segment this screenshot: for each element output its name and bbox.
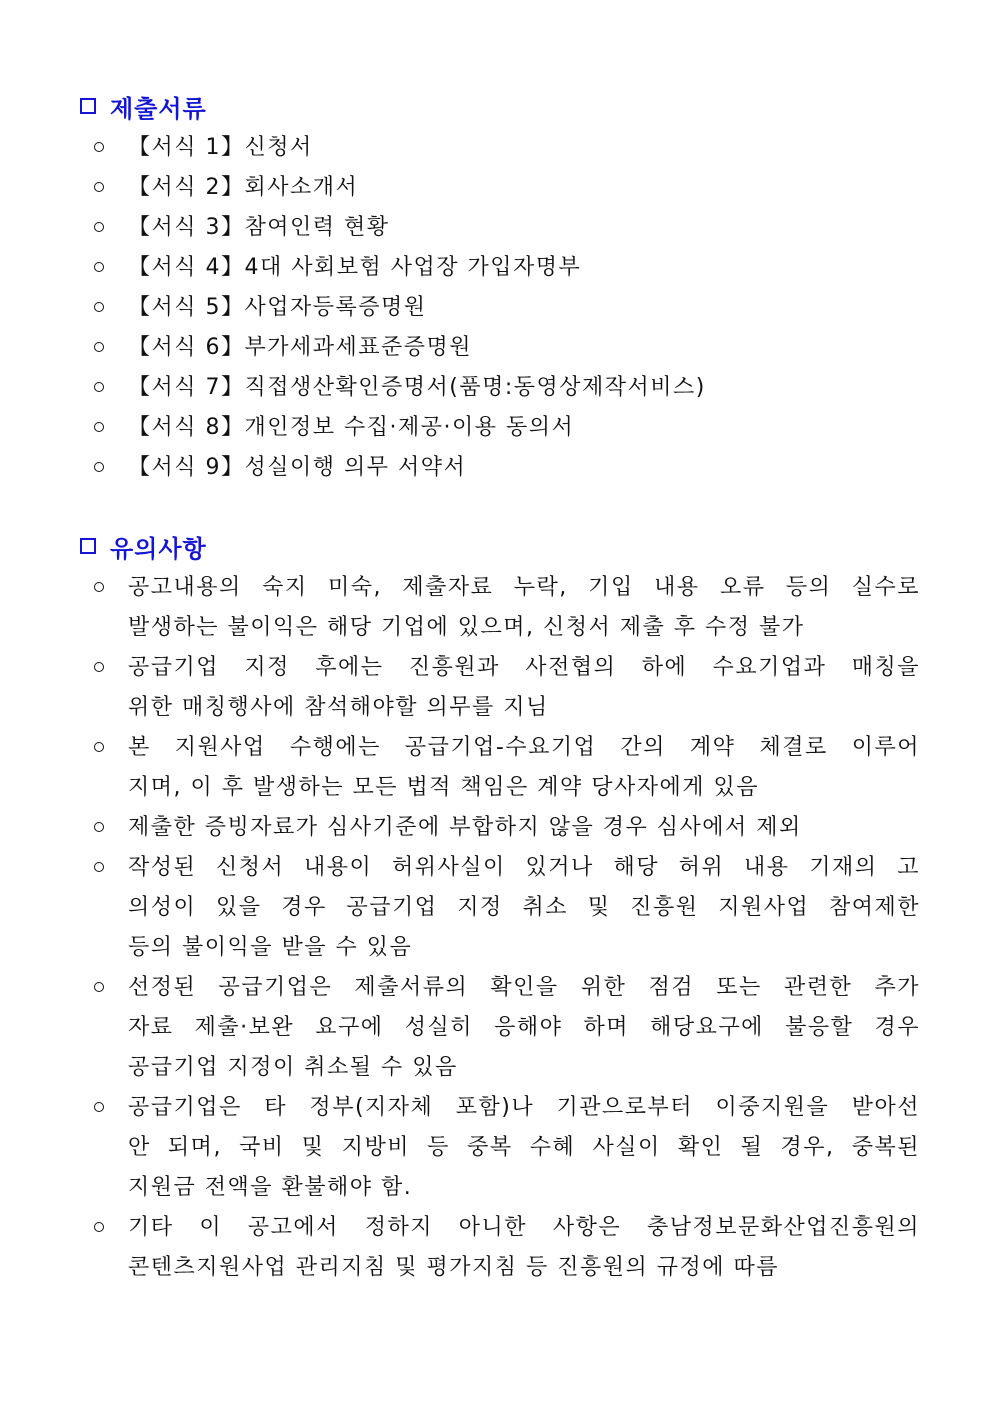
square-bullet-icon (80, 538, 96, 554)
circle-bullet-icon (94, 182, 104, 192)
list-item-text: 【서식 7】직접생산확인증명서(품명:동영상제작서비스) (128, 375, 706, 400)
list-item (80, 1088, 920, 1208)
list-item (80, 328, 920, 368)
list-item-text: 【서식 5】사업자등록증명원 (128, 295, 427, 320)
list-item-text-line: 지며, 이 후 발생하는 모든 법적 책임은 계약 당사자에게 있음 (128, 775, 759, 800)
list-item-text-line: 선정된 공급기업은 제출서류의 확인을 위한 점검 또는 관련한 추가 (128, 975, 920, 1000)
list-item (80, 1208, 920, 1288)
circle-bullet-icon (94, 422, 104, 432)
list-item (80, 848, 920, 968)
list-item (80, 248, 920, 288)
circle-bullet-icon (94, 382, 104, 392)
square-bullet-icon (80, 98, 96, 114)
list-item-text-line: 제출한 증빙자료가 심사기준에 부합하지 않을 경우 심사에서 제외 (128, 815, 802, 840)
list-item (80, 288, 920, 328)
list-item (80, 808, 920, 848)
list-item-text-line: 의성이 있을 경우 공급기업 지정 취소 및 진흥원 지원사업 참여제한 (128, 895, 920, 920)
list-item-text: 【서식 9】성실이행 의무 서약서 (128, 455, 467, 480)
list-item-text-line: 지원금 전액을 환불해야 함. (128, 1175, 413, 1200)
circle-bullet-icon (94, 662, 104, 672)
list-item-text-line: 위한 매칭행사에 참석해야할 의무를 지님 (128, 695, 549, 720)
list-item (80, 168, 920, 208)
circle-bullet-icon (94, 342, 104, 352)
circle-bullet-icon (94, 862, 104, 872)
list-item-text-line: 공급기업 지정 후에는 진흥원과 사전협의 하에 수요기업과 매칭을 (128, 655, 920, 680)
circle-bullet-icon (94, 582, 104, 592)
notes-section (80, 528, 920, 1288)
section-heading-text: 제출서류 (110, 94, 207, 123)
list-item (80, 408, 920, 448)
list-item-text: 【서식 8】개인정보 수집·제공·이용 동의서 (128, 415, 575, 440)
circle-bullet-icon (94, 1102, 104, 1112)
circle-bullet-icon (94, 982, 104, 992)
notes-list (80, 568, 920, 1288)
list-item-text-line: 공급기업 지정이 취소될 수 있음 (128, 1055, 458, 1080)
list-item-text-line: 발생하는 불이익은 해당 기업에 있으며, 신청서 제출 후 수정 불가 (128, 615, 805, 640)
circle-bullet-icon (94, 742, 104, 752)
list-item (80, 968, 920, 1088)
list-item (80, 368, 920, 408)
submission-documents-section (80, 88, 920, 488)
circle-bullet-icon (94, 822, 104, 832)
list-item-text-line: 기타 이 공고에서 정하지 아니한 사항은 충남정보문화산업진흥원의 (128, 1215, 920, 1240)
list-item-text: 【서식 3】참여인력 현황 (128, 215, 390, 240)
circle-bullet-icon (94, 302, 104, 312)
list-item-text-line: 콘텐츠지원사업 관리지침 및 평가지침 등 진흥원의 규정에 따름 (128, 1255, 780, 1280)
circle-bullet-icon (94, 462, 104, 472)
list-item-text-line: 작성된 신청서 내용이 허위사실이 있거나 해당 허위 내용 기재의 고 (128, 855, 920, 880)
circle-bullet-icon (94, 142, 104, 152)
list-item (80, 208, 920, 248)
circle-bullet-icon (94, 222, 104, 232)
list-item-text-line: 공고내용의 숙지 미숙, 제출자료 누락, 기입 내용 오류 등의 실수로 (128, 575, 920, 600)
list-item-text: 【서식 6】부가세과세표준증명원 (128, 335, 473, 360)
section-heading-text: 유의사항 (110, 534, 207, 563)
list-item-text-line: 본 지원사업 수행에는 공급기업-수요기업 간의 계약 체결로 이루어 (128, 735, 920, 760)
list-item-text-line: 자료 제출·보완 요구에 성실히 응해야 하며 해당요구에 불응할 경우 (128, 1015, 920, 1040)
list-item-text-line: 등의 불이익을 받을 수 있음 (128, 935, 413, 960)
section-heading-notes (80, 528, 920, 564)
circle-bullet-icon (94, 1222, 104, 1232)
list-item (80, 448, 920, 488)
section-heading-submission (80, 88, 920, 124)
list-item (80, 568, 920, 648)
list-item (80, 128, 920, 168)
list-item (80, 728, 920, 808)
list-item-text: 【서식 4】4대 사회보험 사업장 가입자명부 (128, 255, 582, 280)
list-item-text: 【서식 1】신청서 (128, 135, 313, 160)
list-item-text-line: 공급기업은 타 정부(지자체 포함)나 기관으로부터 이중지원을 받아선 (128, 1095, 920, 1120)
circle-bullet-icon (94, 262, 104, 272)
list-item (80, 648, 920, 728)
list-item-text-line: 안 되며, 국비 및 지방비 등 중복 수혜 사실이 확인 될 경우, 중복된 (128, 1135, 920, 1160)
submission-list (80, 128, 920, 488)
list-item-text: 【서식 2】회사소개서 (128, 175, 359, 200)
